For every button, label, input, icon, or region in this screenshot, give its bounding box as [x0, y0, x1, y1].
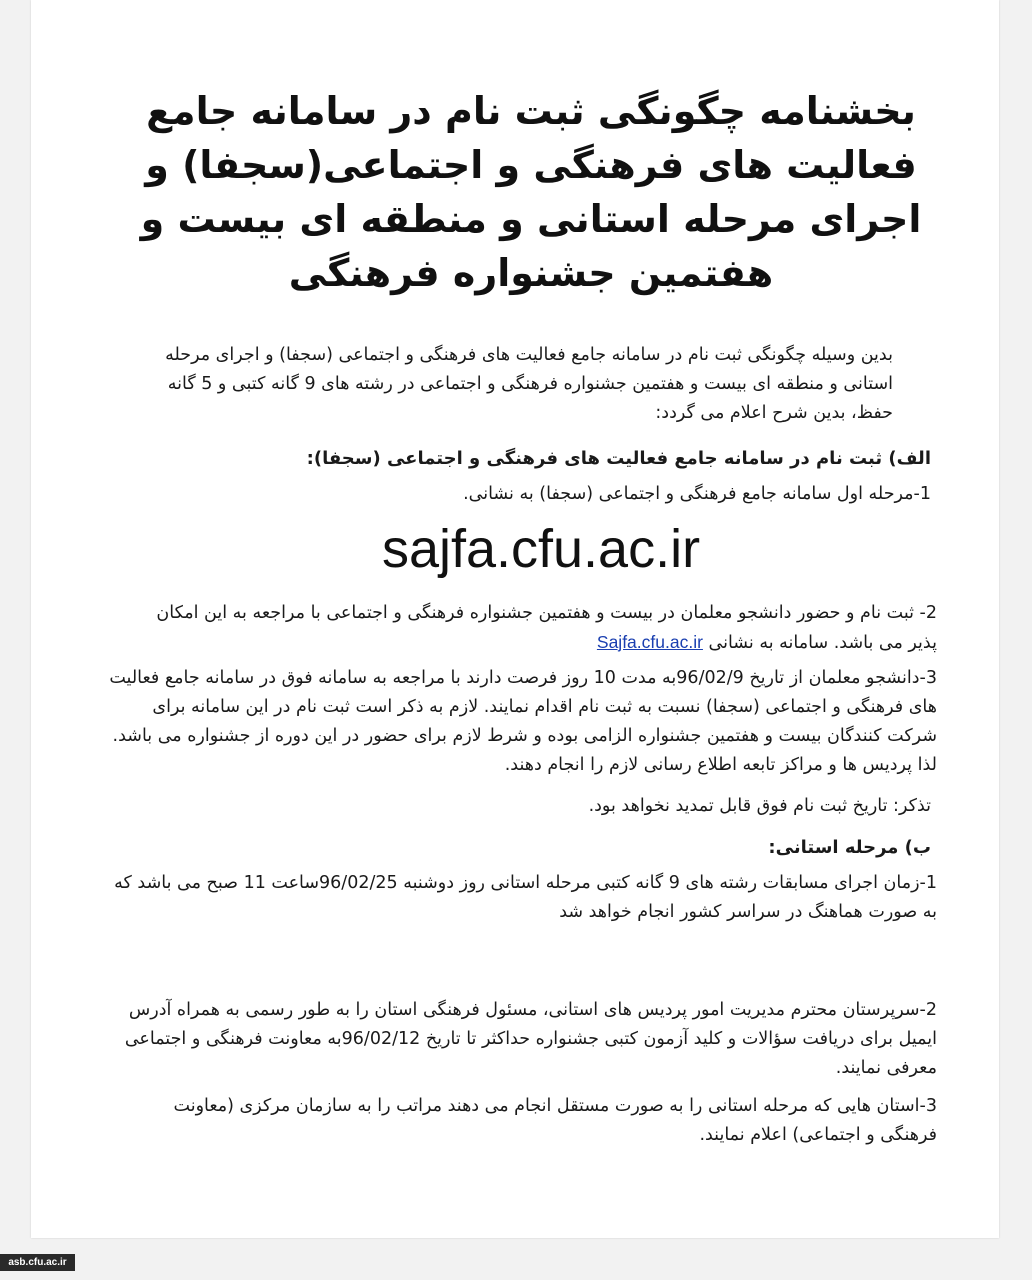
section-b-item-2: 2-سرپرستان محترم مدیریت امور پردیس های استانی، مسئول فرهنگی استان را به طور رسمی به همراه آدرس ایمیل برای دریافت سؤالات و کلید آزمون کتبی جشنواره حداکثر تا تاریخ 96/02/12به معاونت فرهنگی و اجتماعی معرفی نمایند.	[124, 1000, 937, 1078]
document-page	[31, 0, 999, 1238]
sajfa-link[interactable]: Sajfa.cfu.ac.ir	[596, 632, 703, 652]
section-a-item-3: 3-دانشجو معلمان از تاریخ 96/02/9به مدت 10 روز فرصت دارند با مراجعه به سامانه فوق در سامانه جامع فعالیت های فرهنگی و اجتماعی (سجفا) نسبت به ثبت نام اقدام نمایند. لازم به ذکر است ثبت نام در این سامانه برای شرکت کنندگان بیست و هفتمین جشنواره الزامی بوده و شرط لازم برای حضور در این دوره از جشنواره می باشد. لذا پردیس ها و مراکز تابعه اطلاع رسانی لازم را انجام دهند.	[109, 668, 937, 775]
section-b-item-1: 1-زمان اجرای مسابقات رشته های 9 گانه کتبی مرحله استانی روز دوشنبه 96/02/25ساعت 11 صبح می باشد که به صورت هماهنگ در سراسر کشور انجام خواهد شد	[114, 873, 937, 922]
section-a-note: تذکر: تاریخ ثبت نام فوق قابل تمدید نخواهد بود.	[588, 796, 931, 816]
source-watermark: asb.cfu.ac.ir	[0, 1254, 75, 1271]
sajfa-url: sajfa.cfu.ac.ir	[381, 519, 701, 579]
section-a-item-2-text: 2- ثبت نام و حضور دانشجو معلمان در بیست و هفتمین جشنواره فرهنگی و اجتماعی با مراجعه به این امکان پذیر می باشد.	[156, 603, 937, 653]
section-b-item-3: 3-استان هایی که مرحله استانی را به صورت مستقل انجام می دهند مراتب را به سازمان مرکزی (معاونت فرهنگی و اجتماعی) اعلام نمایند.	[173, 1096, 937, 1145]
page-title: بخشنامه چگونگی ثبت نام در سامانه جامع فعالیت های فرهنگی و اجتماعی(سجفا) و اجرای مرحله استانی و منطقه ای بیست و هفتمین جشنواره فرهنگی	[140, 89, 922, 295]
section-a-heading: الف) ثبت نام در سامانه جامع فعالیت های فرهنگی و اجتماعی (سجفا):	[306, 448, 931, 469]
section-a-item-2	[131, 599, 937, 658]
section-a-item-1: 1-مرحله اول سامانه جامع فرهنگی و اجتماعی (سجفا) به نشانی.	[463, 484, 931, 504]
section-b-heading: ب) مرحله استانی:	[768, 837, 931, 858]
section-a-item-2-suffix: سامانه به نشانی	[708, 633, 829, 653]
intro-paragraph: بدین وسیله چگونگی ثبت نام در سامانه جامع فعالیت های فرهنگی و اجتماعی (سجفا) و اجرای مرحله استانی و منطقه ای بیست و هفتمین جشنواره فرهنگی و اجتماعی در رشته های 9 گانه کتبی و 5 گانه حفظ، بدین شرح اعلام می گردد:	[165, 345, 893, 423]
